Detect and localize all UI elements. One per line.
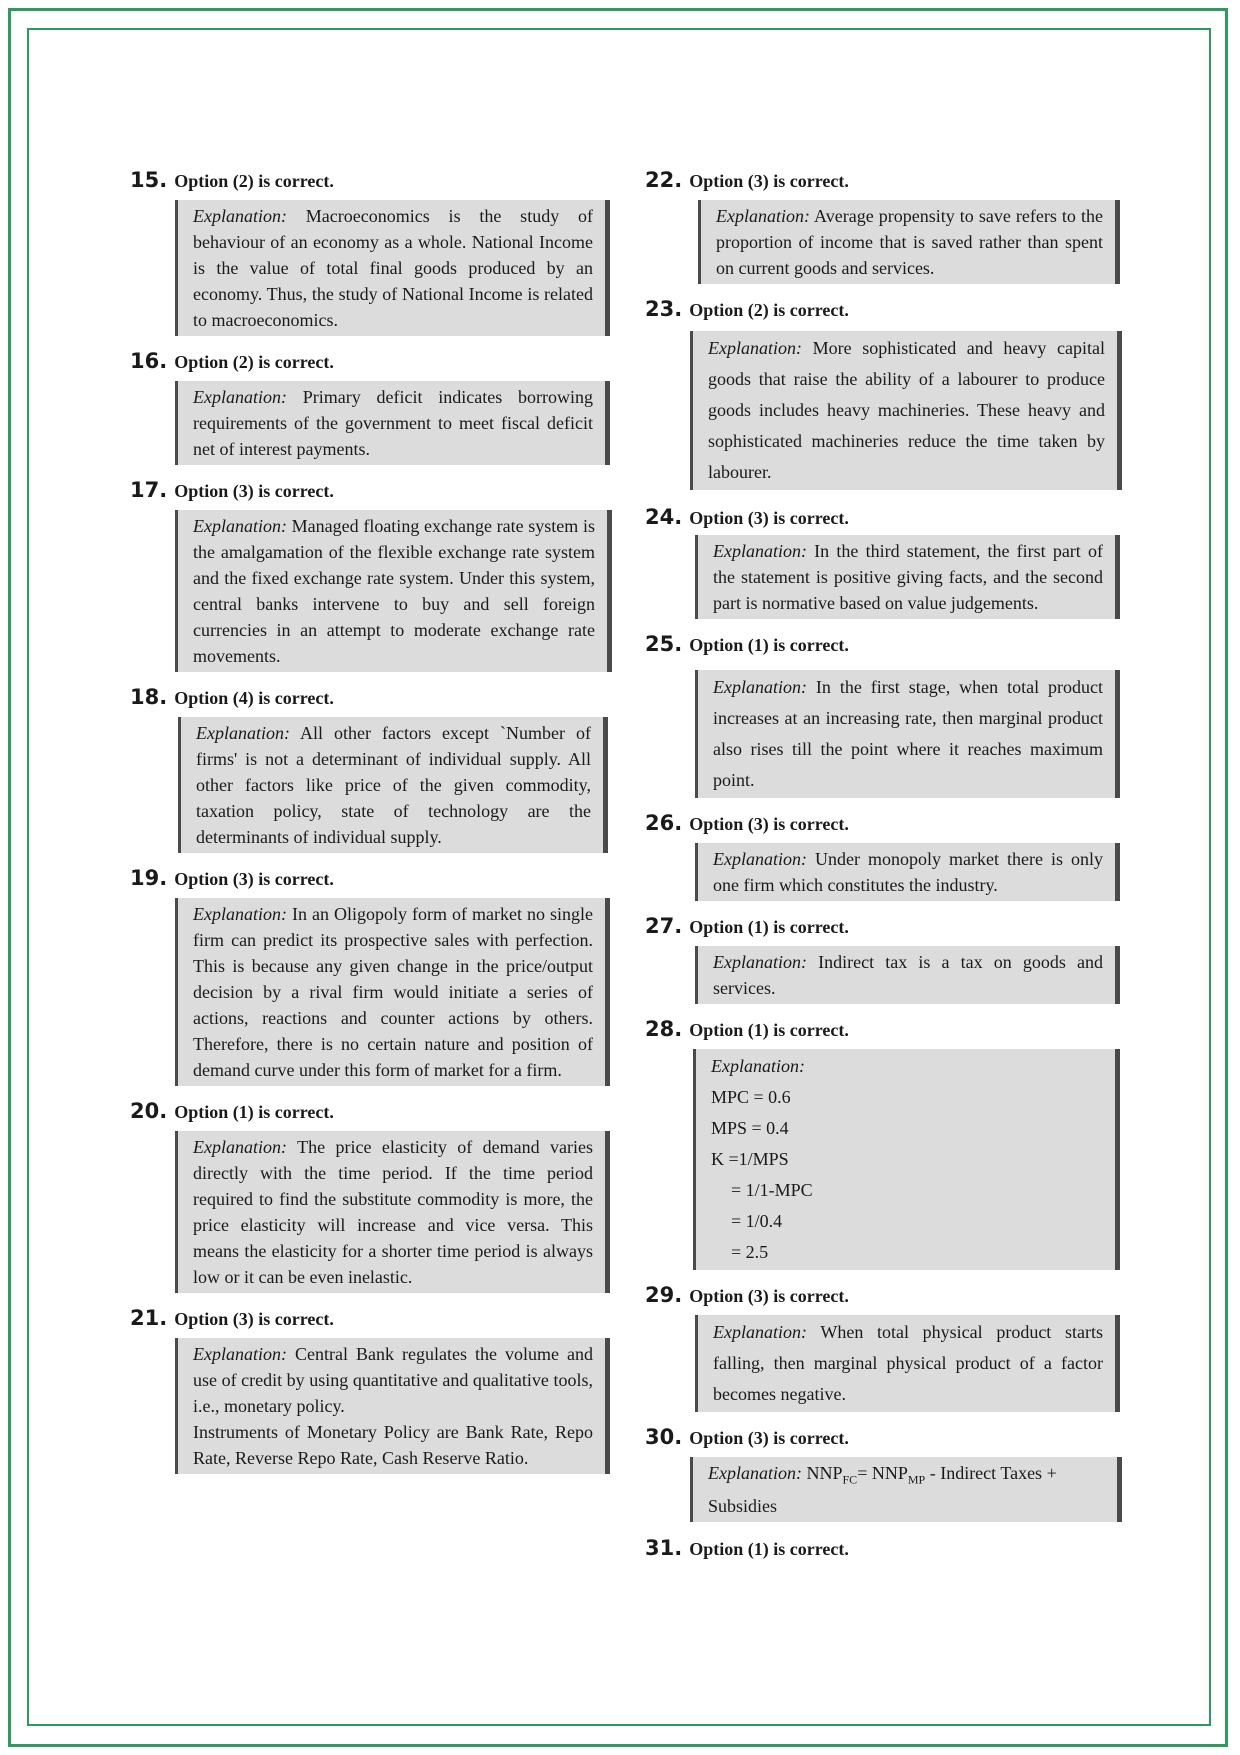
formula-equals: = NNP: [857, 1463, 908, 1483]
question-24: [645, 505, 1125, 529]
answer-option: Option (3) is correct.: [689, 171, 849, 191]
question-number: 16.: [130, 349, 168, 373]
calc-line: = 1/0.4: [731, 1211, 783, 1231]
explanation-text: All other factors except `Number of firms' is not a determinant of individual supply. All other factors like price of the given commodity, taxation policy, state of technology are the determinants of individual supply.: [196, 723, 591, 847]
answer-option: Option (4) is correct.: [174, 688, 334, 708]
explanation-label: Explanation:: [193, 206, 287, 226]
explanation-box-18: [178, 717, 608, 853]
explanation-text: In an Oligopoly form of market no single firm can predict its prospective sales with perfection. This is because any given change in the price/output decision by a rival firm would initiate a series of actions, reactions and counter actions by others. Therefore, there is no certain nature and position of demand curve under this form of market for a firm.: [193, 904, 593, 1080]
formula-nnp-fc: NNP: [801, 1463, 843, 1483]
explanation-label: Explanation:: [711, 1056, 805, 1076]
question-number: 25.: [645, 632, 683, 656]
answer-option: Option (1) is correct.: [689, 635, 849, 655]
answer-option: Option (1) is correct.: [689, 917, 849, 937]
explanation-text: Primary deficit indicates borrowing requirements of the government to meet fiscal deficit net of interest payments.: [193, 387, 593, 459]
explanation-box-21: [175, 1338, 610, 1474]
question-number: 21.: [130, 1306, 168, 1330]
explanation-label: Explanation:: [713, 1322, 807, 1342]
calc-line: MPC = 0.6: [711, 1087, 791, 1107]
calc-line: K =1/MPS: [711, 1149, 789, 1169]
explanation-box-20: [175, 1131, 610, 1293]
explanation-label: Explanation:: [193, 1344, 287, 1364]
explanation-label: Explanation:: [193, 516, 287, 536]
calc-line: MPS = 0.4: [711, 1118, 789, 1138]
explanation-text: In the first stage, when total product increases at an increasing rate, then marginal product also rises till the point where it reaches maximum point.: [713, 677, 1103, 790]
question-number: 20.: [130, 1099, 168, 1123]
explanation-label: Explanation:: [196, 723, 290, 743]
question-27: [645, 914, 1125, 938]
question-19: [130, 866, 610, 890]
answer-option: Option (2) is correct.: [689, 300, 849, 320]
explanation-text: Average propensity to save refers to the proportion of income that is saved rather than spent on current goods and services.: [716, 206, 1103, 278]
explanation-text: Under monopoly market there is only one firm which constitutes the industry.: [713, 849, 1103, 895]
question-number: 29.: [645, 1283, 683, 1307]
subscript-mp: MP: [907, 1472, 926, 1487]
answer-option: Option (3) is correct.: [689, 1286, 849, 1306]
answer-option: Option (3) is correct.: [689, 508, 849, 528]
question-23: [645, 297, 1125, 321]
question-20: [130, 1099, 610, 1123]
question-16: [130, 349, 610, 373]
explanation-box-28: [693, 1049, 1120, 1270]
question-17: [130, 478, 610, 502]
explanation-box-22: [698, 200, 1120, 284]
right-column: [645, 168, 1125, 1560]
answer-option: Option (3) is correct.: [174, 869, 334, 889]
explanation-label: Explanation:: [713, 677, 807, 697]
question-22: [645, 168, 1125, 192]
explanation-box-25: [695, 670, 1120, 798]
explanation-box-17: [175, 510, 612, 672]
question-number: 18.: [130, 685, 168, 709]
explanation-text: Indirect tax is a tax on goods and services.: [713, 952, 1103, 998]
question-number: 24.: [645, 505, 683, 529]
question-15: [130, 168, 610, 192]
answer-option: Option (1) is correct.: [689, 1020, 849, 1040]
answer-option: Option (1) is correct.: [689, 1538, 849, 1559]
explanation-label: Explanation:: [713, 849, 807, 869]
explanation-label: Explanation:: [708, 1463, 802, 1483]
question-21: [130, 1306, 610, 1330]
explanation-text-2: Instruments of Monetary Policy are Bank Rate, Repo Rate, Reverse Repo Rate, Cash Reserve Ratio.: [193, 1422, 593, 1468]
question-31: [645, 1536, 1125, 1560]
subscript-fc: FC: [842, 1472, 858, 1487]
answer-option: Option (2) is correct.: [174, 352, 334, 372]
question-25: [645, 632, 1125, 656]
answer-option: Option (2) is correct.: [174, 171, 334, 191]
explanation-box-29: [695, 1315, 1120, 1412]
explanation-label: Explanation:: [193, 1137, 287, 1157]
question-number: 26.: [645, 811, 683, 835]
answer-option: Option (3) is correct.: [174, 1309, 334, 1329]
left-column: [130, 168, 610, 1474]
explanation-box-19: [175, 898, 610, 1086]
calc-line: = 2.5: [731, 1242, 769, 1262]
explanation-label: Explanation:: [193, 904, 287, 924]
explanation-box-26: [695, 843, 1120, 901]
explanation-text: Central Bank regulates the volume and use of credit by using quantitative and qualitative tools, i.e., monetary policy.: [193, 1344, 593, 1416]
answer-option: Option (3) is correct.: [174, 481, 334, 501]
question-number: 19.: [130, 866, 168, 890]
answer-option: Option (3) is correct.: [689, 814, 849, 834]
question-18: [130, 685, 610, 709]
explanation-label: Explanation:: [713, 541, 807, 561]
question-number: 22.: [645, 168, 683, 192]
answer-option: Option (3) is correct.: [689, 1428, 849, 1448]
explanation-label: Explanation:: [193, 387, 287, 407]
explanation-box-16: [175, 381, 610, 465]
question-number: 23.: [645, 297, 683, 321]
question-29: [645, 1283, 1125, 1307]
question-number: 15.: [130, 168, 168, 192]
explanation-text: More sophisticated and heavy capital goods that raise the ability of a labourer to produce goods includes heavy machineries. These heavy and sophisticated machineries reduce the time taken by labourer.: [708, 338, 1105, 482]
explanation-text: When total physical product starts falling, then marginal physical product of a factor becomes negative.: [713, 1322, 1103, 1404]
explanation-text: Macroeconomics is the study of behaviour of an economy as a whole. National Income is the value of total final goods produced by an economy. Thus, the study of National Income is related to macroeconomics.: [193, 206, 593, 330]
explanation-box-24: [695, 535, 1120, 619]
explanation-box-15: [175, 200, 610, 336]
explanation-text: Managed floating exchange rate system is the amalgamation of the flexible exchange rate system and the fixed exchange rate system. Under this system, central banks intervene to buy and sell foreign currencies in an attempt to moderate exchange rate movements.: [193, 516, 595, 666]
question-number: 17.: [130, 478, 168, 502]
formula-rest: - Indirect Taxes + Subsidies: [708, 1463, 1057, 1516]
question-number: 27.: [645, 914, 683, 938]
explanation-label: Explanation:: [708, 338, 802, 358]
answer-option: Option (1) is correct.: [174, 1102, 334, 1122]
question-number: 31.: [645, 1535, 683, 1560]
explanation-text: The price elasticity of demand varies directly with the time period. If the time period required to find the substitute commodity is more, the price elasticity will increase and vice versa. This means the elasticity for a shorter time period is always low or it can be even inelastic.: [193, 1137, 593, 1287]
question-number: 30.: [645, 1425, 683, 1449]
explanation-label: Explanation:: [713, 952, 807, 972]
question-28: [645, 1017, 1125, 1041]
explanation-box-23: [690, 331, 1122, 490]
calc-line: = 1/1-MPC: [731, 1180, 813, 1200]
explanation-label: Explanation:: [716, 206, 810, 226]
question-30: [645, 1425, 1125, 1449]
question-26: [645, 811, 1125, 835]
explanation-text: In the third statement, the first part of the statement is positive giving facts, and the second part is normative based on value judgements.: [713, 541, 1103, 613]
question-number: 28.: [645, 1017, 683, 1041]
explanation-box-27: [695, 946, 1120, 1004]
explanation-box-30: [690, 1457, 1122, 1522]
